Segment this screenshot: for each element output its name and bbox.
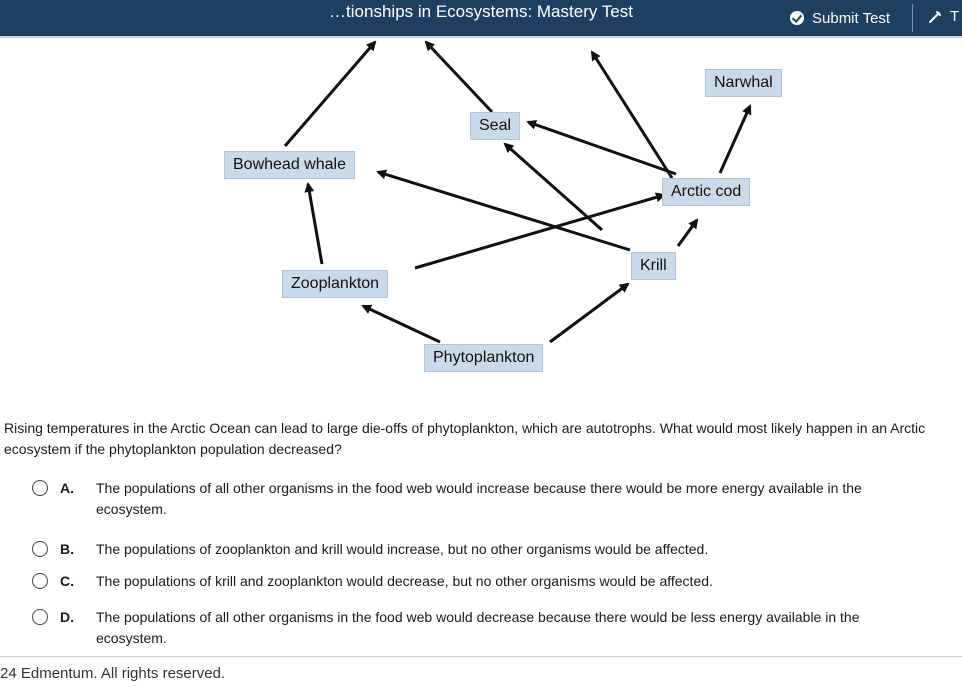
arrow-phytoplankton-zooplankton [363,306,440,342]
tools-button[interactable] [928,8,959,25]
option-b[interactable] [32,539,916,560]
option-a[interactable] [32,478,916,520]
option-letter: D. [60,609,74,625]
option-c[interactable] [32,571,916,592]
node-phytoplankton: Phytoplankton [424,344,543,372]
node-bowhead-whale: Bowhead whale [224,151,355,179]
arrow-krill-arcticcod [678,220,697,246]
option-d[interactable] [32,607,916,649]
submit-test-label: Submit Test [812,9,891,27]
arrow-arcticcod-narwhal [720,106,750,173]
arrow-zooplankton-bowhead [308,184,322,264]
arrow-seal-offscreen [426,42,492,112]
check-circle-icon [790,11,804,25]
node-seal: Seal [470,112,520,140]
node-arctic-cod: Arctic cod [662,178,750,206]
arrow-krill-bowhead [378,172,630,250]
footer [0,656,962,687]
radio-button[interactable] [32,480,48,496]
radio-button[interactable] [32,573,48,589]
tools-label: T [950,8,960,25]
node-krill: Krill [631,252,676,280]
radio-button[interactable] [32,541,48,557]
option-text: The populations of zooplankton and krill would increase, but no other organisms would be affected. [96,541,709,557]
option-text: The populations of all other organisms in the food web would decrease because there would be less energy available in the ecosystem. [96,609,860,646]
test-title: …tionships in Ecosystems: Mastery Test [329,2,633,21]
option-letter: B. [60,541,74,557]
node-zooplankton: Zooplankton [282,270,388,298]
wrench-icon [928,10,942,24]
question-content [0,38,962,658]
option-letter: C. [60,573,74,589]
arrow-phytoplankton-krill [550,284,628,342]
question-text: Rising temperatures in the Arctic Ocean can lead to large die-offs of phytoplankton, which are autotrophs. What would most likely happen in an Arctic ecosystem if the phytoplankton population decreased? [4,420,926,457]
submit-test-button[interactable] [790,6,890,30]
node-narwhal: Narwhal [705,69,782,97]
copyright-text: 24 Edmentum. All rights reserved. [0,665,226,682]
toolbar-divider [912,4,913,32]
radio-button[interactable] [32,609,48,625]
option-letter: A. [60,480,74,496]
option-text: The populations of krill and zooplankton would decrease, but no other organisms would be affected. [96,573,713,589]
top-bar [0,0,962,38]
arrow-bowhead-offscreen [285,42,375,146]
arrow-zooplankton-arcticcod [415,195,664,268]
option-text: The populations of all other organisms in the food web would increase because there would be more energy available in the ecosystem. [96,480,862,517]
